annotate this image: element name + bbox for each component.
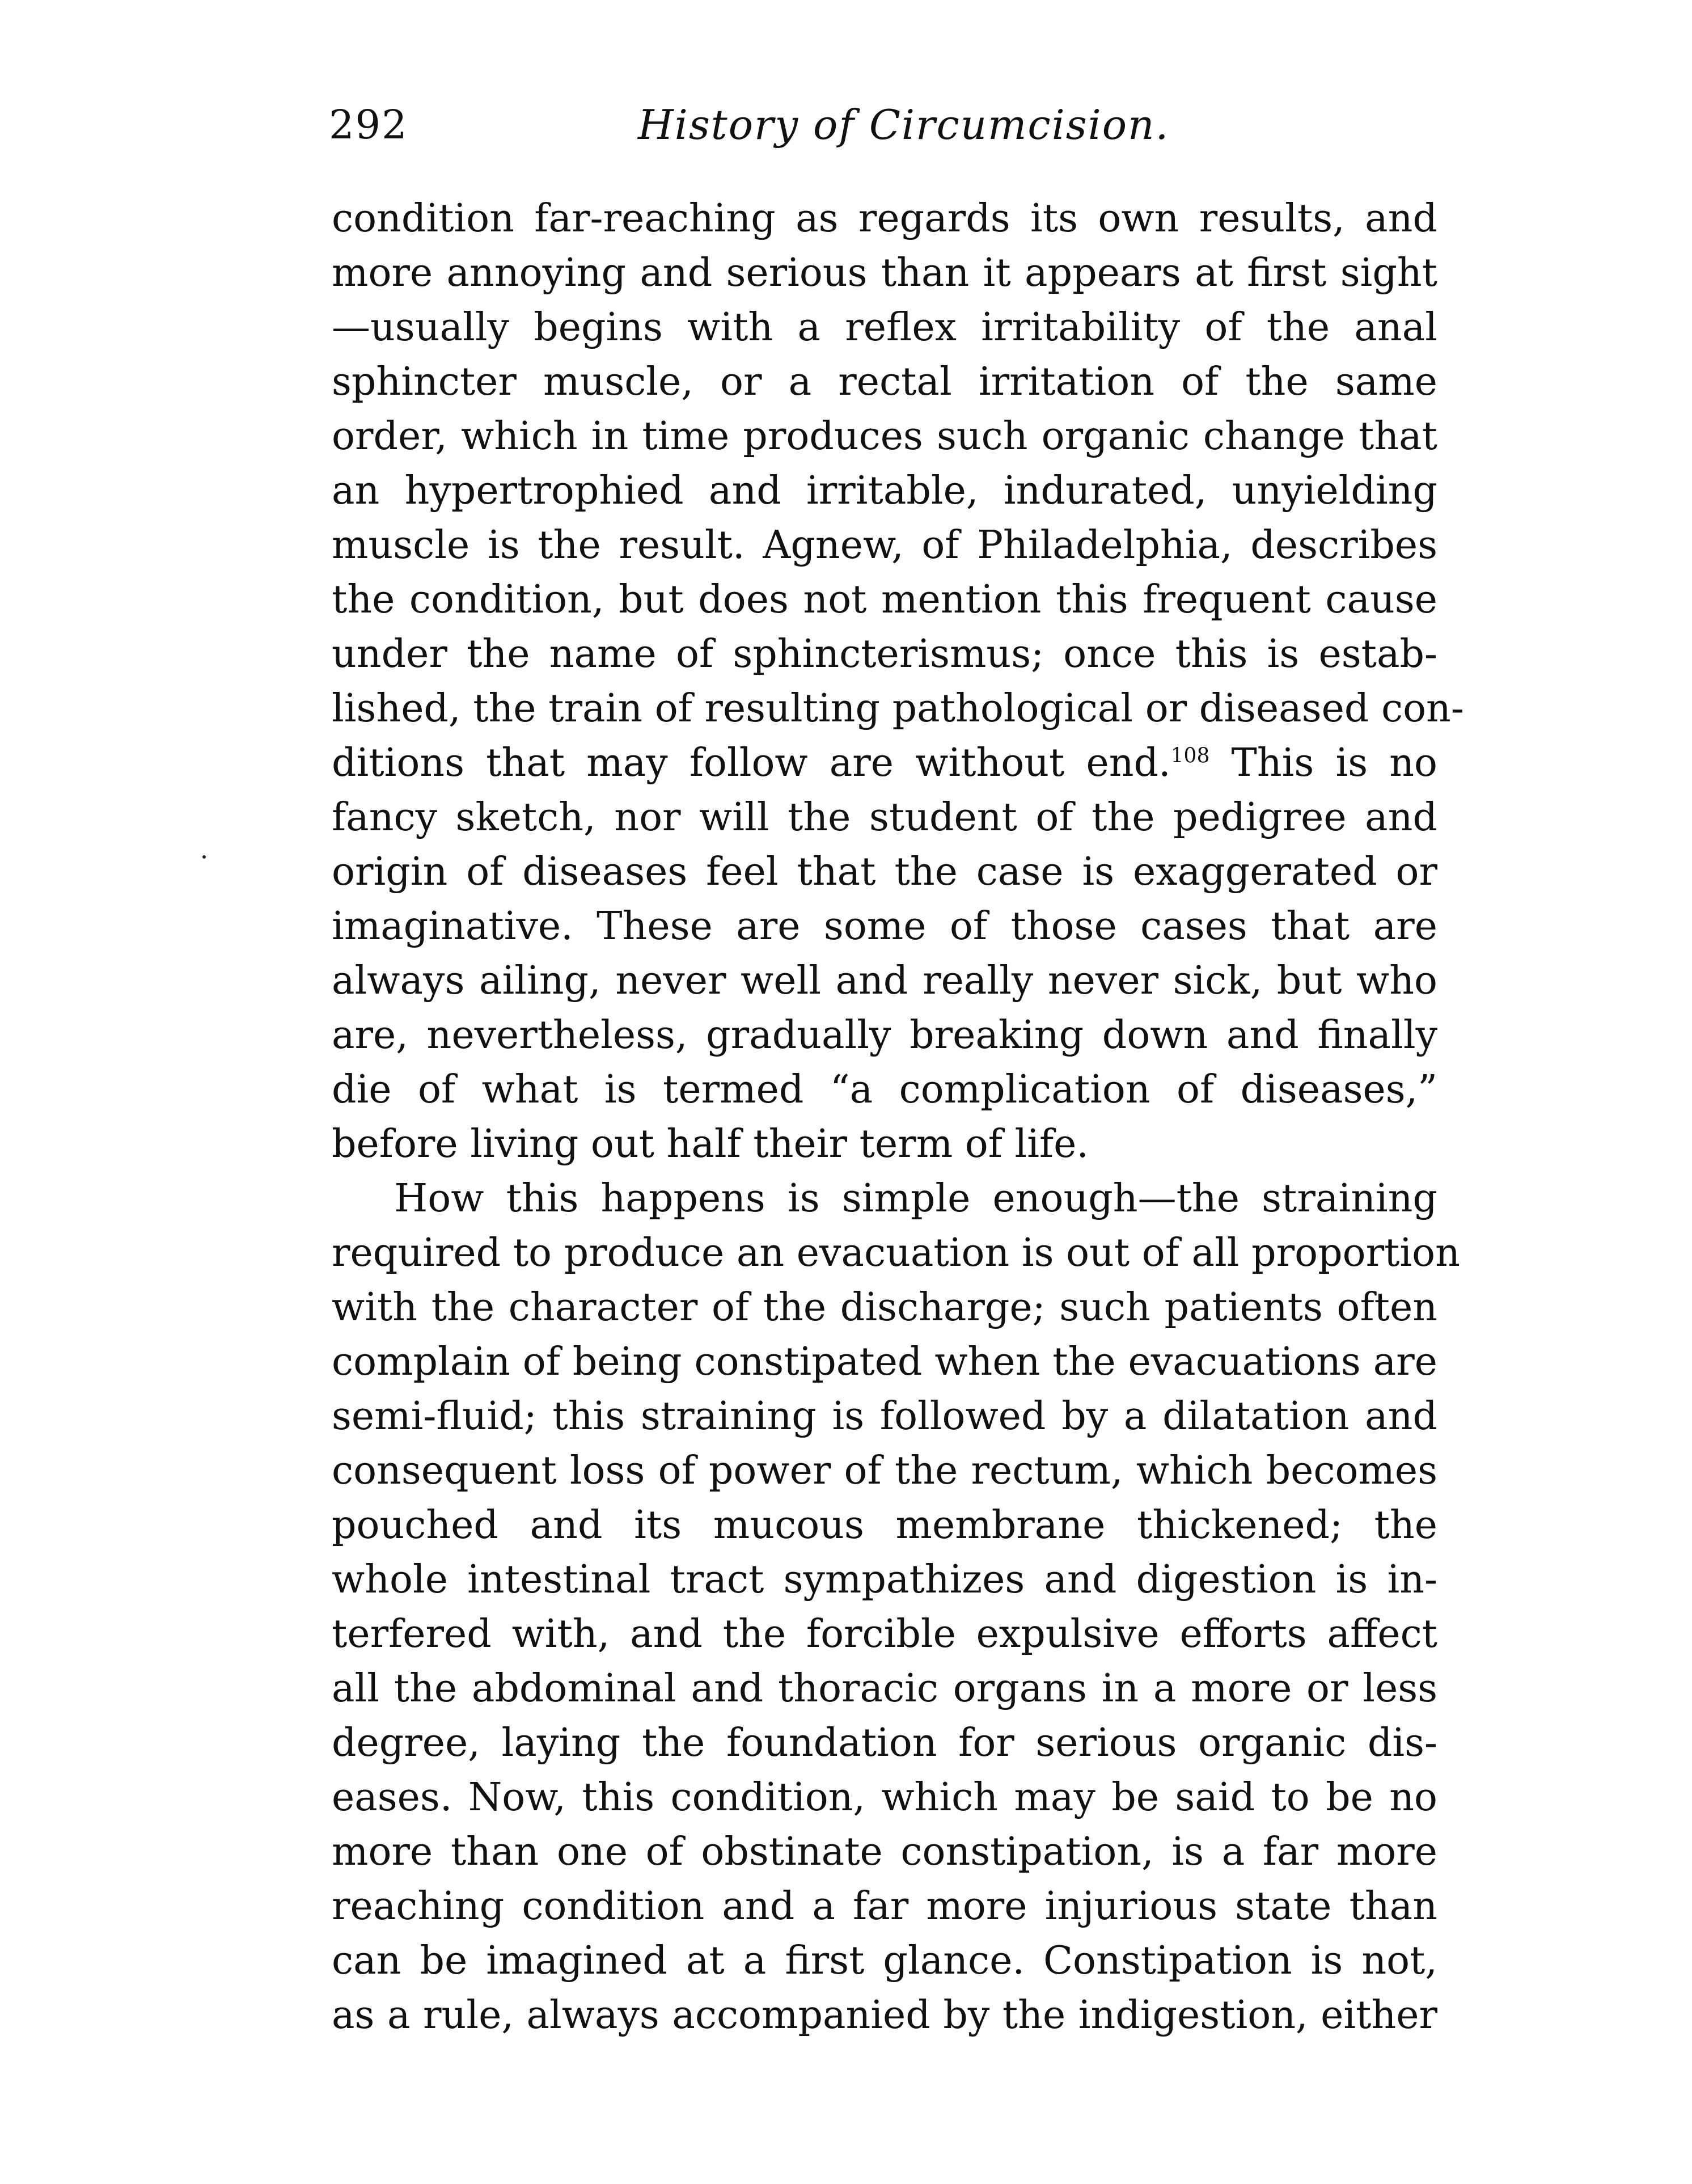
text-line: condition far-reaching as regards its own results, and [332, 196, 1437, 241]
text-line: all the abdominal and thoracic organs in a more or less [332, 1666, 1437, 1711]
text-line: imaginative. These are some of those cases that are [332, 904, 1437, 949]
text-line: under the name of sphincterismus; once this is estab- [332, 632, 1437, 677]
text-line: pouched and its mucous membrane thickened; the [332, 1503, 1437, 1548]
page-number: 292 [329, 102, 408, 148]
text-line: origin of diseases feel that the case is exaggerated or [332, 850, 1437, 894]
text-line: complain of being constipated when the evacuations are [332, 1340, 1437, 1384]
text-line: fancy sketch, nor will the student of the pedigree and [332, 795, 1437, 840]
text-line: eases. Now, this condition, which may be said to be no [332, 1775, 1437, 1820]
text-line: order, which in time produces such organic change that [332, 414, 1437, 459]
text-line: always ailing, never well and really never sick, but who [332, 958, 1437, 1003]
text-line: required to produce an evacuation is out of all proportion [332, 1231, 1460, 1275]
text-line: an hypertrophied and irritable, indurated, unyielding [332, 468, 1437, 513]
text-line: die of what is termed “a complication of diseases,” [332, 1067, 1437, 1112]
text-segment: This is no [1231, 741, 1438, 785]
text-line: degree, laying the foundation for serious organic dis- [332, 1721, 1437, 1765]
paragraph-2 [332, 1172, 1460, 2043]
text-line: sphincter muscle, or a rectal irritation of the same [332, 360, 1437, 404]
text-line: as a rule, always accompanied by the indigestion, either [332, 1993, 1437, 2038]
text-line: How this happens is simple enough—the straining [394, 1176, 1437, 1221]
text-line: are, nevertheless, gradually breaking down and finally [332, 1013, 1437, 1058]
text-line: before living out half their term of life. [332, 1122, 1089, 1167]
text-line: whole intestinal tract sympathizes and digestion is in- [332, 1557, 1437, 1602]
text-line: —usually begins with a reflex irritability of the anal [332, 305, 1437, 350]
running-head [329, 96, 1457, 164]
text-segment: ditions that may follow are without end. [332, 741, 1171, 785]
text-line: more annoying and serious than it appears at first sight [332, 251, 1437, 295]
text-line: lished, the train of resulting pathological or diseased con- [332, 686, 1464, 731]
text-line: consequent loss of power of the rectum, which becomes [332, 1448, 1437, 1493]
print-speck [202, 855, 206, 859]
text-line: reaching condition and a far more injurious state than [332, 1884, 1437, 1929]
footnote-reference[interactable]: 108 [1170, 744, 1210, 768]
paragraph-1 [332, 192, 1464, 1172]
text-line-with-footnote [332, 736, 1437, 791]
text-line: can be imagined at a first glance. Constipation is not, [332, 1938, 1437, 1983]
text-line: muscle is the result. Agnew, of Philadelphia, describes [332, 523, 1437, 568]
text-line: semi-fluid; this straining is followed by a dilatation and [332, 1394, 1437, 1439]
body-text [332, 192, 1464, 2043]
text-line: the condition, but does not mention this frequent cause [332, 577, 1437, 622]
text-line: terfered with, and the forcible expulsive efforts affect [332, 1612, 1437, 1657]
running-title: History of Circumcision. [638, 101, 1170, 149]
text-line: more than one of obstinate constipation, is a far more [332, 1830, 1437, 1874]
text-line: with the character of the discharge; such patients often [332, 1285, 1437, 1330]
